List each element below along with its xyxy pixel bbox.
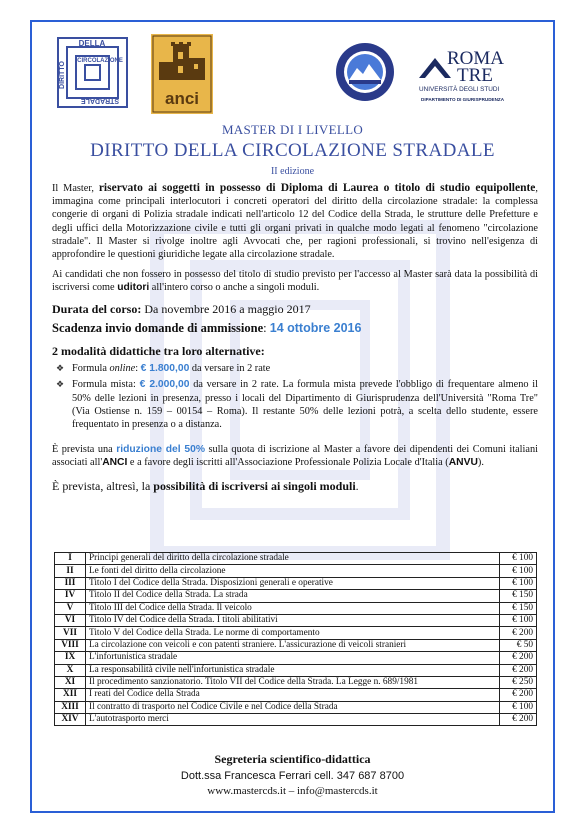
table-row bbox=[55, 565, 537, 577]
mixed-price: € 2.000,00 bbox=[139, 379, 190, 391]
roma-logo-dept: DIPARTIMENTO DI GIURISPRUDENZA bbox=[421, 97, 505, 102]
modes-title: 2 modalità didattiche tra loro alternative: bbox=[52, 344, 265, 359]
auditor-paragraph: Ai candidati che non fossero in possesso del titolo di studio previsto per l'accesso al Master sarà data la possibilità di iscriversi come uditori all'intero corso o anche a singoli moduli. bbox=[52, 269, 538, 294]
module-price: € 100 bbox=[500, 565, 537, 577]
university-seal bbox=[335, 42, 395, 102]
mode-list bbox=[52, 362, 538, 431]
table-row bbox=[55, 553, 537, 565]
diamond-bullet-icon: ❖ bbox=[56, 363, 65, 374]
contact-info: Dott.ssa Francesca Ferrari cell. 347 687 8700 bbox=[180, 770, 405, 782]
secretary-title: Segreteria scientifico-didattica bbox=[214, 752, 371, 766]
anvu-keyword: ANVU bbox=[448, 457, 478, 469]
edition-label: II edizione bbox=[270, 166, 315, 177]
discount-paragraph: È prevista una riduzione del 50% sulla quota di iscrizione al Master a favore dei dipendenti dei Comuni italiani associati all'ANCI e a favore degli iscritti all'Associazione Professionale Polizia Locale d'Italia (ANVU). bbox=[52, 444, 538, 469]
anci-logo-text: anci bbox=[164, 89, 200, 108]
module-title: Le fonti del diritto della circolazione bbox=[86, 565, 500, 577]
module-number: XI bbox=[55, 676, 86, 688]
module-title: L'autotrasporto merci bbox=[86, 714, 500, 726]
intro-requirement: riservato ai soggetti in possesso di Diploma di Laurea o titolo di studio equipollente bbox=[98, 182, 536, 194]
module-number: V bbox=[55, 602, 86, 614]
table-row bbox=[55, 602, 537, 614]
footer bbox=[32, 752, 553, 797]
module-price: € 250 bbox=[500, 676, 537, 688]
master-level: MASTER DI I LIVELLO bbox=[221, 122, 364, 137]
module-number: X bbox=[55, 664, 86, 676]
module-number: VIII bbox=[55, 639, 86, 651]
module-price: € 150 bbox=[500, 590, 537, 602]
module-price: € 200 bbox=[500, 689, 537, 701]
application-deadline: Scadenza invio domande di ammissione: 14 ottobre 2016 bbox=[52, 320, 362, 335]
module-title: La responsabilità civile nell'infortunistica stradale bbox=[86, 664, 500, 676]
table-row bbox=[55, 652, 537, 664]
online-price: € 1.800,00 bbox=[140, 363, 190, 375]
table-row bbox=[55, 714, 537, 726]
website-email[interactable]: www.mastercds.it – info@mastercds.it bbox=[207, 785, 378, 797]
course-duration: Durata del corso: Da novembre 2016 a maggio 2017 bbox=[52, 301, 311, 316]
table-row bbox=[55, 577, 537, 589]
anci-keyword: ANCI bbox=[102, 457, 128, 469]
module-number: VI bbox=[55, 614, 86, 626]
module-title: I reati del Codice della Strada bbox=[86, 689, 500, 701]
table-row bbox=[55, 590, 537, 602]
module-title: Titolo II del Codice della Strada. La strada bbox=[86, 590, 500, 602]
table-row bbox=[55, 701, 537, 713]
module-title: Titolo I del Codice della Strada. Disposizioni generali e operative bbox=[86, 577, 500, 589]
module-price: € 100 bbox=[500, 614, 537, 626]
module-price: € 100 bbox=[500, 701, 537, 713]
module-title: L'infortunistica stradale bbox=[86, 652, 500, 664]
module-number: XII bbox=[55, 689, 86, 701]
module-price: € 50 bbox=[500, 639, 537, 651]
table-row bbox=[55, 676, 537, 688]
module-number: II bbox=[55, 565, 86, 577]
module-price: € 200 bbox=[500, 664, 537, 676]
header-logos bbox=[45, 30, 545, 115]
dcs-logo-line2: CIRCOLAZIONE bbox=[77, 58, 123, 64]
dcs-logo-line3: STRADALE bbox=[80, 97, 120, 104]
module-title: Titolo V del Codice della Strada. Le norme di comportamento bbox=[86, 627, 500, 639]
module-title: Titolo IV del Codice della Strada. I titoli abilitativi bbox=[86, 614, 500, 626]
discount-amount: riduzione del 50% bbox=[116, 444, 206, 456]
module-price: € 200 bbox=[500, 714, 537, 726]
module-title: Il procedimento sanzionatorio. Titolo VII del Codice della Strada. La Legge n. 689/1981 bbox=[86, 676, 500, 688]
table-row bbox=[55, 627, 537, 639]
module-price: € 200 bbox=[500, 627, 537, 639]
module-price: € 100 bbox=[500, 577, 537, 589]
single-modules-note: È prevista, altresì, la possibilità di iscriversi ai singoli moduli. bbox=[52, 478, 359, 493]
table-row bbox=[55, 614, 537, 626]
module-number: XIV bbox=[55, 714, 86, 726]
modules-table bbox=[54, 552, 537, 726]
diamond-bullet-icon: ❖ bbox=[56, 379, 65, 390]
table-row bbox=[55, 664, 537, 676]
module-number: III bbox=[55, 577, 86, 589]
table-row bbox=[55, 639, 537, 651]
module-price: € 200 bbox=[500, 652, 537, 664]
dcs-logo-line4: DIRITTO bbox=[59, 61, 66, 89]
dcs-logo-line1: DELLA bbox=[78, 39, 106, 48]
list-item: ❖ Formula online: € 1.800,00 da versare in 2 rate bbox=[56, 363, 271, 375]
intro-paragraph: Il Master, riservato ai soggetti in possesso di Diploma di Laurea o titolo di studio equipollente, immagina come principali interlocutori i concreti operatori del diritto della circolazione stradale: la complessa congerie di organi di Polizia stradale indicati nell'articolo 12 del Codice della Strada, le strutture delle Prefetture e degli uffici della Motorizzazione civile e tutti gli organi privati in qualche modo legati al fenomeno "circolazione stradale". Il Master si rivolge inoltre agli Avvocati che, per ragioni professionali, si trovino nell'esigenza di approfondire le questioni giuridiche legate alla circolazione stradale. bbox=[52, 182, 538, 261]
module-number: XIII bbox=[55, 701, 86, 713]
roma-tre-logo bbox=[417, 44, 535, 108]
module-title: Principi generali del diritto della circolazione stradale bbox=[86, 553, 500, 565]
roma-logo-tre: TRE bbox=[457, 65, 493, 86]
auditor-keyword: uditori bbox=[117, 282, 150, 294]
module-number: VII bbox=[55, 627, 86, 639]
module-title: Il contratto di trasporto nel Codice Civile e nel Codice della Strada bbox=[86, 701, 500, 713]
module-price: € 100 bbox=[500, 553, 537, 565]
main-content bbox=[52, 182, 538, 501]
module-number: I bbox=[55, 553, 86, 565]
page-title: DIRITTO DELLA CIRCOLAZIONE STRADALE bbox=[90, 140, 495, 161]
module-title: Titolo III del Codice della Strada. Il veicolo bbox=[86, 602, 500, 614]
dcs-logo bbox=[55, 35, 130, 110]
module-number: IV bbox=[55, 590, 86, 602]
list-item: ❖ Formula mista: € 2.000,00 da versare in 2 rate. La formula mista prevede l'obbligo di frequentare almeno il 50% delle lezioni in presenza, presso i locali del Dipartimento di Giurisprudenza dell'Università "Roma Tre" (Via Ostiense n. 159 – 00154 – Roma). Il restante 50% delle lezioni potrà, a scelta dello studente, essere frequentato in presenza o a distanza. bbox=[56, 379, 539, 431]
module-number: IX bbox=[55, 652, 86, 664]
table-row bbox=[55, 689, 537, 701]
roma-logo-univ: UNIVERSITÀ DEGLI STUDI bbox=[419, 86, 500, 93]
anci-logo bbox=[151, 34, 213, 114]
module-title: La circolazione con veicoli e con patenti straniere. L'assicurazione di veicoli stranieri bbox=[86, 639, 500, 651]
roma-logo-big: ROMA bbox=[447, 48, 505, 69]
module-price: € 150 bbox=[500, 602, 537, 614]
deadline-date: 14 ottobre 2016 bbox=[269, 320, 362, 335]
